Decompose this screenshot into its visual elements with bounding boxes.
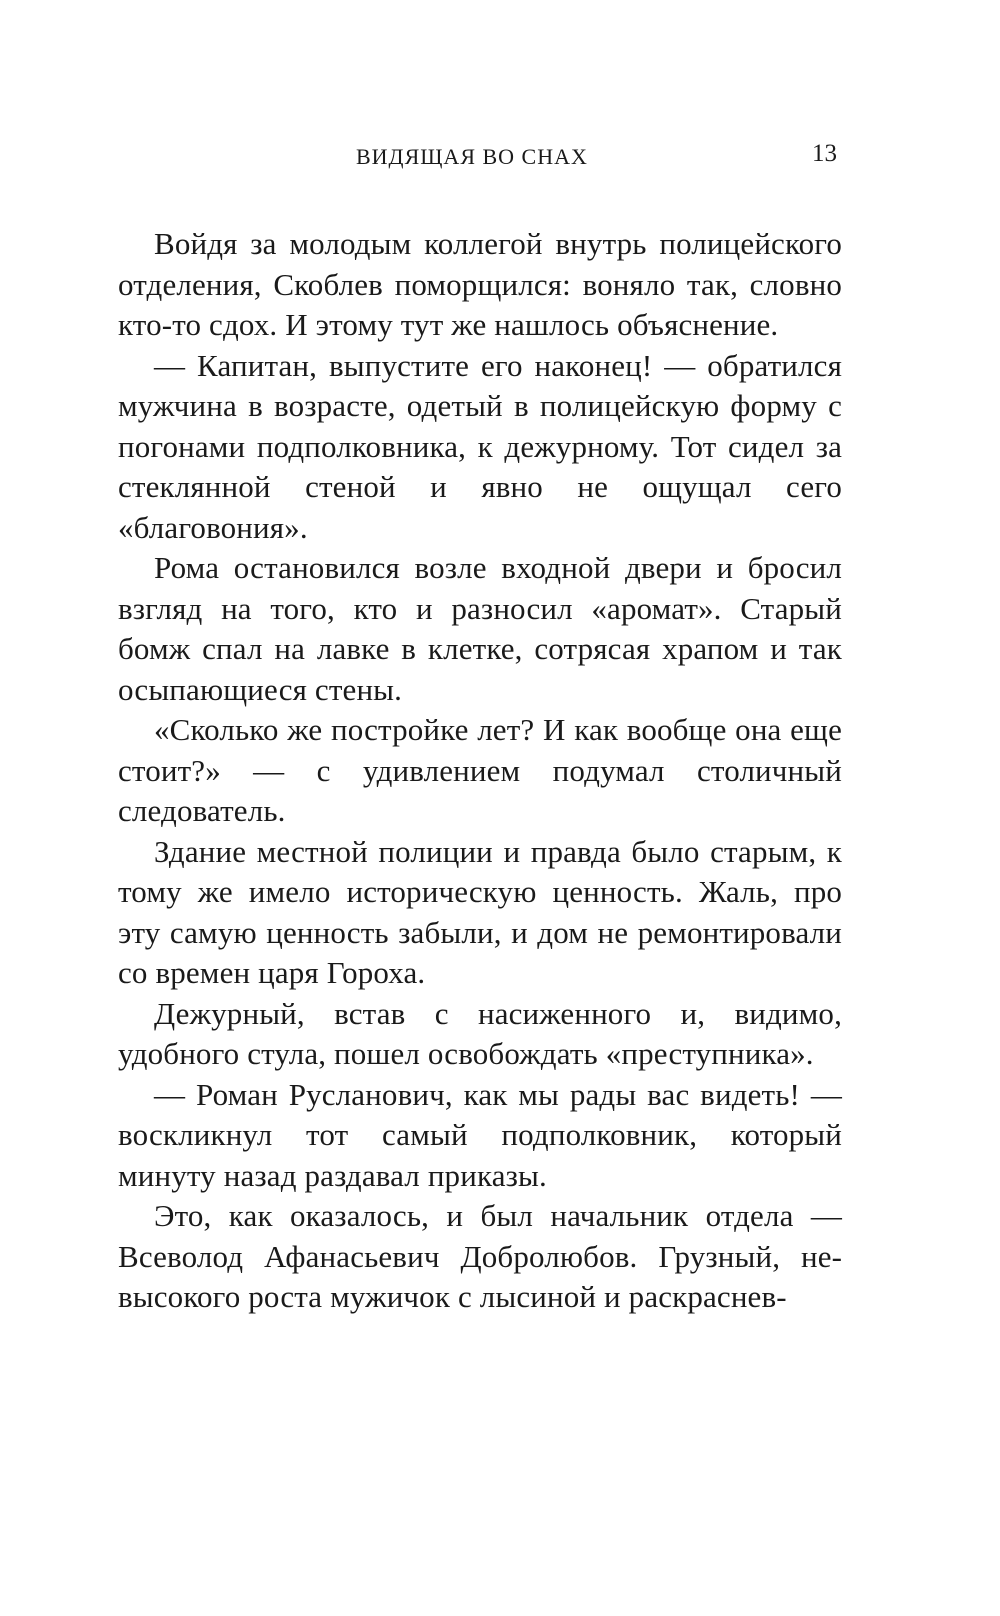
paragraph: — Роман Русланович, как мы рады вас видеть! — воскликнул тот самый подполковник, который минуту назад раздавал приказы.: [118, 1076, 842, 1193]
paragraph: — Капитан, выпустите его наконец! — обратился мужчина в возрасте, одетый в полицейскую форму с погонами подполковника, к дежурному. Тот сидел за стеклянной стеной и явно не ощущал сего «благовония».: [118, 347, 842, 545]
running-header: [0, 140, 1000, 180]
body-text: [118, 224, 842, 1318]
paragraph: Войдя за молодым коллегой внутрь полицейского отделения, Скоблев поморщился: воняло так, словно кто-то сдох. И этому тут же нашлось объяснение.: [118, 226, 842, 342]
page-number: 13: [812, 140, 837, 167]
running-title: ВИДЯЩАЯ ВО СНАХ: [356, 144, 588, 169]
paragraph: Рома остановился возле входной двери и бросил взгляд на того, кто и разносил «аромат». Старый бомж спал на лавке в клетке, сотрясая храпом и так осыпающиеся стены.: [118, 550, 842, 707]
paragraph: Дежурный, встав с насиженного и, видимо, удобного стула, пошел освобождать «преступника».: [118, 995, 842, 1071]
paragraph: «Сколько же постройке лет? И как вообще она еще стоит?» — с удивлением подумал столичный следователь.: [118, 712, 842, 828]
paragraph: Здание местной полиции и правда было старым, к тому же имело историческую ценность. Жаль, про эту самую ценность забыли, и дом не ремонтировали со времен царя Гороха.: [118, 833, 842, 990]
paragraph: Это, как оказалось, и был начальник отдела — Всеволод Афанасьевич Добролюбов. Грузный, невысокого роста мужичок с лысиной и раскраснев-: [118, 1198, 842, 1314]
